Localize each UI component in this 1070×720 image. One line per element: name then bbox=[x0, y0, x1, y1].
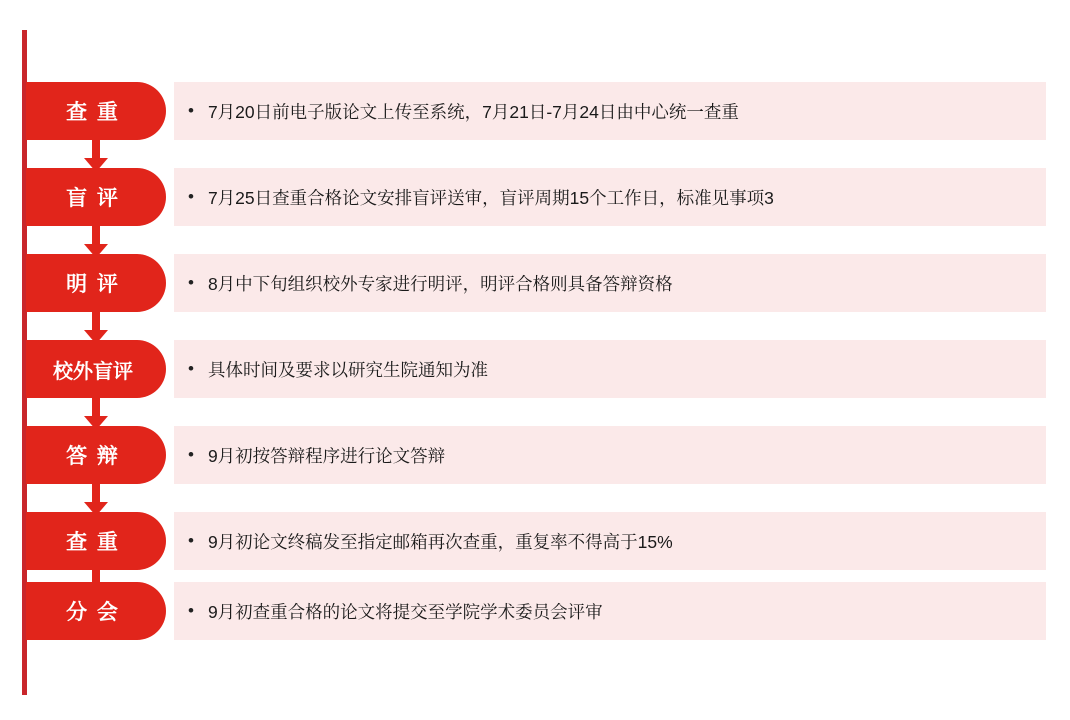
stage-pill[interactable] bbox=[26, 426, 166, 484]
stage-label: 校外盲评 bbox=[53, 360, 133, 383]
stage-pill[interactable] bbox=[26, 340, 166, 398]
description-bar bbox=[174, 168, 1046, 226]
description-text: 9月初论文终稿发至指定邮箱再次查重，重复率不得高于15% bbox=[207, 531, 673, 552]
process-row bbox=[0, 82, 1070, 140]
process-row bbox=[0, 168, 1070, 226]
description-text: 8月中下旬组织校外专家进行明评，明评合格则具备答辩资格 bbox=[207, 273, 673, 294]
bullet-icon: • bbox=[188, 444, 194, 464]
description-bar bbox=[174, 582, 1046, 640]
stage-label: 明 评 bbox=[66, 273, 120, 296]
description-text: 9月初按答辩程序进行论文答辩 bbox=[207, 445, 446, 466]
stage-pill[interactable] bbox=[26, 512, 166, 570]
process-row bbox=[0, 254, 1070, 312]
description-text: 7月20日前电子版论文上传至系统，7月21日-7月24日由中心统一查重 bbox=[207, 101, 739, 122]
bullet-icon: • bbox=[188, 272, 194, 292]
stage-label: 查 重 bbox=[66, 101, 120, 124]
bullet-icon: • bbox=[188, 100, 194, 120]
stage-label: 盲 评 bbox=[66, 187, 120, 210]
description-bar bbox=[174, 82, 1046, 140]
description-text: 7月25日查重合格论文安排盲评送审，盲评周期15个工作日，标准见事项3 bbox=[207, 187, 774, 208]
stage-pill[interactable] bbox=[26, 254, 166, 312]
description-text: 具体时间及要求以研究生院通知为准 bbox=[207, 359, 488, 380]
stage-pill[interactable] bbox=[26, 82, 166, 140]
stage-pill[interactable] bbox=[26, 582, 166, 640]
bullet-icon: • bbox=[188, 358, 194, 378]
description-bar bbox=[174, 254, 1046, 312]
stage-label: 答 辩 bbox=[66, 445, 120, 468]
process-row bbox=[0, 340, 1070, 398]
stage-pill[interactable] bbox=[26, 168, 166, 226]
bullet-icon: • bbox=[188, 530, 194, 550]
process-row bbox=[0, 582, 1070, 640]
bullet-icon: • bbox=[188, 186, 194, 206]
description-bar bbox=[174, 340, 1046, 398]
stage-label: 查 重 bbox=[66, 531, 120, 554]
description-bar bbox=[174, 426, 1046, 484]
bullet-icon: • bbox=[188, 600, 194, 620]
stage-label: 分 会 bbox=[66, 601, 120, 624]
process-row bbox=[0, 426, 1070, 484]
description-bar bbox=[174, 512, 1046, 570]
description-text: 9月初查重合格的论文将提交至学院学术委员会评审 bbox=[207, 601, 603, 622]
process-row bbox=[0, 512, 1070, 570]
